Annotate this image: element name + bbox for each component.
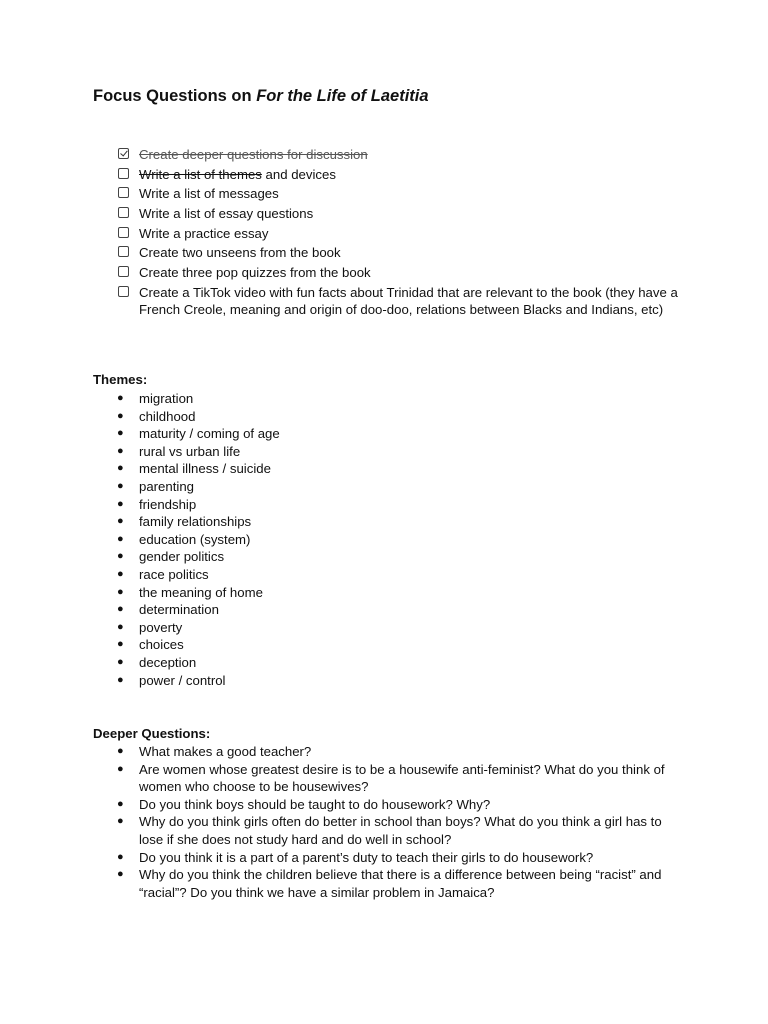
bullet-icon: ● <box>117 850 124 863</box>
theme-item-text: friendship <box>139 496 197 512</box>
checklist-item <box>117 205 687 223</box>
checklist-item-text: Create two unseens from the book <box>139 245 341 261</box>
checklist-item-struck-text: Write a list of themes <box>139 166 262 182</box>
theme-item-text: maturity / coming of age <box>139 426 280 442</box>
theme-item <box>117 478 687 496</box>
checklist-item-text: Create a TikTok video with fun facts about Trinidad that are relevant to the book (they have a French Creole, meaning and origin of doo-doo, relations between Blacks and Indians, etc) <box>139 284 678 318</box>
theme-item-text: deception <box>139 654 197 670</box>
theme-item-text: parenting <box>139 478 194 494</box>
bullet-icon: ● <box>117 815 124 828</box>
bullet-icon: ● <box>117 638 124 651</box>
theme-item-text: race politics <box>139 566 209 582</box>
title-prefix: Focus Questions on <box>93 87 257 105</box>
bullet-icon: ● <box>117 620 124 633</box>
themes-heading: Themes: <box>93 372 148 387</box>
bullet-icon: ● <box>117 655 124 668</box>
theme-item <box>117 601 687 619</box>
deeper-question-item-text: Why do you think the children believe that there is a difference between being “racist” and “racial”? Do you think we have a similar problem in Jamaica? <box>139 867 662 900</box>
deeper-question-item <box>117 796 687 814</box>
deeper-question-item <box>117 813 687 848</box>
bullet-icon: ● <box>117 462 124 475</box>
checklist-item <box>117 185 687 203</box>
checkbox-icon[interactable] <box>118 168 129 179</box>
deeper-question-item <box>117 866 687 901</box>
checkbox-icon[interactable] <box>118 207 129 218</box>
bullet-icon: ● <box>117 427 124 440</box>
theme-item-text: education (system) <box>139 531 251 547</box>
theme-item-text: power / control <box>139 672 226 688</box>
checkbox-icon[interactable] <box>118 286 129 297</box>
theme-item <box>117 654 687 672</box>
deeper-question-item-text: Are women whose greatest desire is to be a housewife anti-feminist? What do you think of women who choose to be housewives? <box>139 761 665 795</box>
deeper-question-item <box>117 743 687 761</box>
theme-item <box>117 496 687 514</box>
deeper-question-item <box>117 761 687 796</box>
checklist-item-struck-text: Create deeper questions for discussion <box>139 147 368 162</box>
checklist-item-text: Write a practice essay <box>139 225 269 241</box>
theme-item-text: choices <box>139 637 184 653</box>
bullet-icon: ● <box>117 745 124 757</box>
theme-item <box>117 425 687 443</box>
deeper-question-item-text: Do you think it is a part of a parent’s duty to teach their girls to do housework? <box>139 849 594 865</box>
theme-item <box>117 513 687 531</box>
theme-item <box>117 443 687 461</box>
checklist-item-text: and devices <box>261 166 336 182</box>
theme-item <box>117 672 687 690</box>
theme-item <box>117 548 687 566</box>
themes-list <box>117 390 687 689</box>
page-title <box>93 87 429 106</box>
checklist-item-text: Create three pop quizzes from the book <box>139 265 371 281</box>
bullet-icon: ● <box>117 532 124 545</box>
bullet-icon: ● <box>117 868 124 881</box>
theme-item-text: gender politics <box>139 549 225 565</box>
bullet-icon: ● <box>117 673 124 686</box>
checkbox-icon[interactable] <box>118 227 129 238</box>
checklist-item <box>117 166 687 184</box>
checked-checkbox-icon[interactable] <box>118 148 129 159</box>
theme-item-text: mental illness / suicide <box>139 461 271 477</box>
theme-item <box>117 460 687 478</box>
deeper-question-item-text: Do you think boys should be taught to do housework? Why? <box>139 796 491 812</box>
checklist-item <box>117 244 687 262</box>
checklist-item-text: Write a list of essay questions <box>139 206 314 222</box>
theme-item-text: the meaning of home <box>139 584 263 600</box>
bullet-icon: ● <box>117 444 124 457</box>
checkbox-icon[interactable] <box>118 266 129 277</box>
bullet-icon: ● <box>117 392 124 404</box>
checklist-item <box>117 264 687 282</box>
theme-item-text: family relationships <box>139 514 252 530</box>
theme-item <box>117 636 687 654</box>
theme-item-text: childhood <box>139 408 196 424</box>
deeper-questions-list <box>117 743 687 901</box>
bullet-icon: ● <box>117 585 124 598</box>
theme-item <box>117 531 687 549</box>
bullet-icon: ● <box>117 515 124 528</box>
deeper-questions-heading: Deeper Questions: <box>93 726 211 741</box>
theme-item-text: migration <box>139 391 194 406</box>
bullet-icon: ● <box>117 550 124 563</box>
theme-item-text: rural vs urban life <box>139 443 241 459</box>
theme-item <box>117 619 687 637</box>
checkbox-icon[interactable] <box>118 246 129 257</box>
bullet-icon: ● <box>117 797 124 810</box>
bullet-icon: ● <box>117 567 124 580</box>
theme-item-text: determination <box>139 602 219 618</box>
checklist-item <box>117 284 687 319</box>
checklist-item-text: Write a list of messages <box>139 186 279 202</box>
task-checklist <box>117 146 687 321</box>
title-book-name: For the Life of Laetitia <box>256 87 429 105</box>
deeper-question-item-text: What makes a good teacher? <box>139 744 312 759</box>
bullet-icon: ● <box>117 762 124 775</box>
deeper-question-item-text: Why do you think girls often do better in school than boys? What do you think a girl has to lose if she does not study hard and do well in school? <box>139 814 662 847</box>
theme-item <box>117 390 687 408</box>
bullet-icon: ● <box>117 479 124 492</box>
theme-item <box>117 566 687 584</box>
bullet-icon: ● <box>117 603 124 616</box>
bullet-icon: ● <box>117 497 124 510</box>
bullet-icon: ● <box>117 409 124 422</box>
deeper-question-item <box>117 849 687 867</box>
checklist-item <box>117 225 687 243</box>
checklist-item <box>117 146 687 164</box>
theme-item <box>117 584 687 602</box>
theme-item <box>117 408 687 426</box>
theme-item-text: poverty <box>139 619 183 635</box>
checkbox-icon[interactable] <box>118 187 129 198</box>
